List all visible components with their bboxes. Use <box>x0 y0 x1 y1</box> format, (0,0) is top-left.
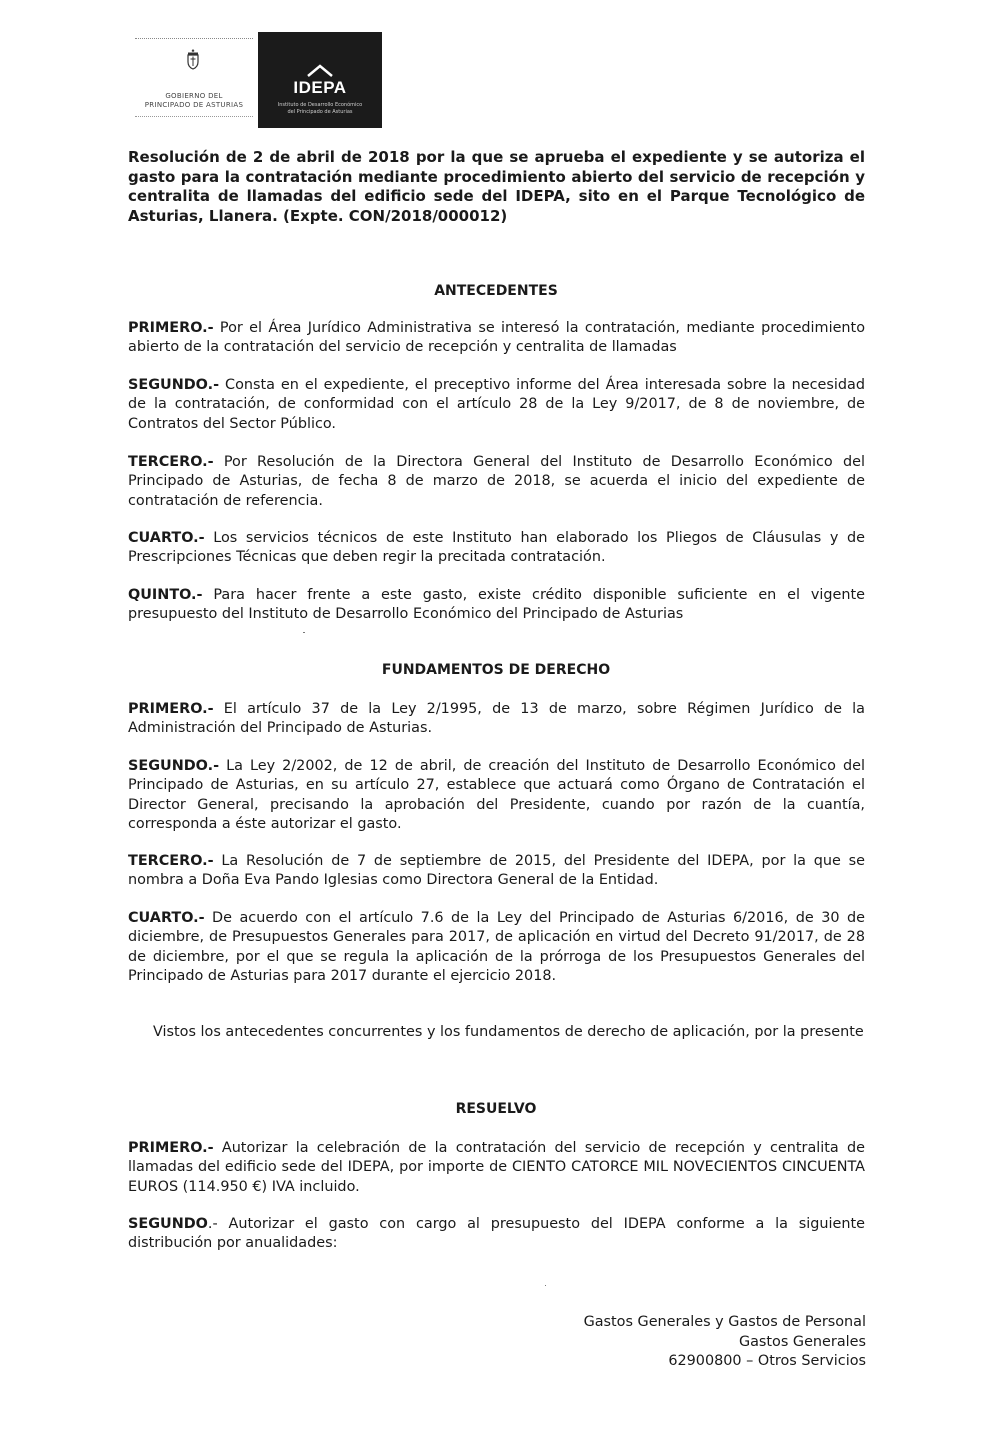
fundamento-primero <box>128 700 865 739</box>
idepa-tagline: Instituto de Desarrollo Económico <box>277 102 363 108</box>
clause-label: PRIMERO.- <box>128 320 214 336</box>
resuelvo-primero <box>128 1139 865 1197</box>
heading-resuelvo: RESUELVO <box>455 1101 537 1117</box>
budget-line: Gastos Generales y Gastos de Personal <box>583 1314 866 1330</box>
clause-text: Los servicios técnicos de este Instituto han elaborado los Pliegos de Cláusulas y de Prescripciones Técnicas que deben regir la precitada contratación. <box>128 530 865 566</box>
scan-speck <box>303 632 305 633</box>
clause-text: De acuerdo con el artículo 7.6 de la Ley del Principado de Asturias 6/2016, de 30 de diciembre, de Presupuestos Generales para 2017, de aplicación en virtud del Decreto 91/2017, de 28 de diciembre, por el que se regula la aplicación de la prórroga de los Presupuestos Generales del Principado de Asturias para 2017 durante el ejercicio 2018. <box>128 910 865 984</box>
budget-classification <box>500 1313 866 1372</box>
antecedente-segundo <box>128 376 865 434</box>
clause-text: Consta en el expediente, el preceptivo informe del Área interesada sobre la necesidad de la contratación, de conformidad con el artículo 28 de la Ley 9/2017, de 8 de noviembre, de Contratos del Sector Público. <box>128 377 865 432</box>
scan-speck <box>545 1285 546 1286</box>
logo-divider <box>135 116 253 117</box>
clause-text: La Resolución de 7 de septiembre de 2015, del Presidente del IDEPA, por la que se nombra a Doña Eva Pando Iglesias como Directora General de la Entidad. <box>128 853 865 889</box>
clause-text: Por el Área Jurídico Administrativa se interesó la contratación, mediante procedimiento abierto de la contratación del servicio de recepción y centralita de llamadas <box>128 320 865 356</box>
resuelvo-segundo <box>128 1215 865 1254</box>
clause-text: La Ley 2/2002, de 12 de abril, de creación del Instituto de Desarrollo Económico del Principado de Asturias, en su artículo 27, establece que actuará como Órgano de Contratación el Director General, precisando la aprobación del Presidente, cuando por razón de la cuantía, corresponda a éste autorizar el gasto. <box>128 758 865 832</box>
idepa-logo <box>258 32 382 128</box>
coat-of-arms-icon <box>185 48 201 70</box>
gov-logo-line2: PRINCIPADO DE ASTURIAS <box>144 101 244 109</box>
clause-label: TERCERO.- <box>128 853 214 869</box>
clause-label: SEGUNDO.- <box>128 758 220 774</box>
gov-logo-line1: GOBIERNO DEL <box>165 92 223 100</box>
clause-text: Por Resolución de la Directora General del Instituto de Desarrollo Económico del Principado de Asturias, de fecha 8 de marzo de 2018, se acuerda el inicio del expediente de contratación de referencia. <box>128 454 865 509</box>
clause-text: Autorizar la celebración de la contratación del servicio de recepción y centralita de llamadas del edificio sede del IDEPA, por importe de CIENTO CATORCE MIL NOVECIENTOS CINCUENTA EUROS (114.950 €) IVA incluido. <box>128 1140 865 1195</box>
clause-label: CUARTO.- <box>128 910 205 926</box>
clause-label: PRIMERO.- <box>128 701 214 717</box>
clause-label: TERCERO.- <box>128 454 214 470</box>
clause-label: QUINTO.- <box>128 587 203 603</box>
antecedente-tercero <box>128 453 865 511</box>
idepa-wordmark: IDEPA <box>293 78 347 97</box>
idepa-arrow-icon <box>306 64 334 78</box>
vistos-paragraph: Vistos los antecedentes concurrentes y los fundamentos de derecho de aplicación, por la presente <box>153 1024 864 1040</box>
budget-line: 62900800 – Otros Servicios <box>668 1353 866 1369</box>
heading-antecedentes: ANTECEDENTES <box>434 283 558 299</box>
antecedente-quinto <box>128 586 865 625</box>
fundamento-cuarto <box>128 909 865 986</box>
clause-label: CUARTO.- <box>128 530 205 546</box>
budget-line: Gastos Generales <box>738 1333 866 1350</box>
clause-text: El artículo 37 de la Ley 2/1995, de 13 de marzo, sobre Régimen Jurídico de la Administración del Principado de Asturias. <box>128 701 865 737</box>
antecedente-cuarto <box>128 529 865 568</box>
fundamento-segundo <box>128 757 865 834</box>
heading-fundamentos: FUNDAMENTOS DE DERECHO <box>381 662 611 678</box>
clause-label: PRIMERO.- <box>128 1140 214 1156</box>
logo-divider <box>135 38 253 39</box>
idepa-tagline: del Principado de Asturias <box>287 109 353 115</box>
clause-label: SEGUNDO.- <box>128 377 220 393</box>
document-title: Resolución de 2 de abril de 2018 por la que se aprueba el expediente y se autoriza el gasto para la contratación mediante procedimiento abierto del servicio de recepción y centralita de llamadas del edificio sede del IDEPA, sito en el Parque Tecnológico de Asturias, Llanera. (Expte. CON/2018/000012) <box>128 148 865 225</box>
clause-text: Para hacer frente a este gasto, existe crédito disponible suficiente en el vigente presupuesto del Instituto de Desarrollo Económico del Principado de Asturias <box>128 587 865 623</box>
antecedente-primero <box>128 319 865 358</box>
fundamento-tercero <box>128 852 865 891</box>
clause-text: .- Autorizar el gasto con cargo al presupuesto del IDEPA conforme a la siguiente distribución por anualidades: <box>128 1216 865 1252</box>
clause-label: SEGUNDO <box>128 1216 208 1232</box>
gobierno-principado-logo <box>135 38 255 128</box>
